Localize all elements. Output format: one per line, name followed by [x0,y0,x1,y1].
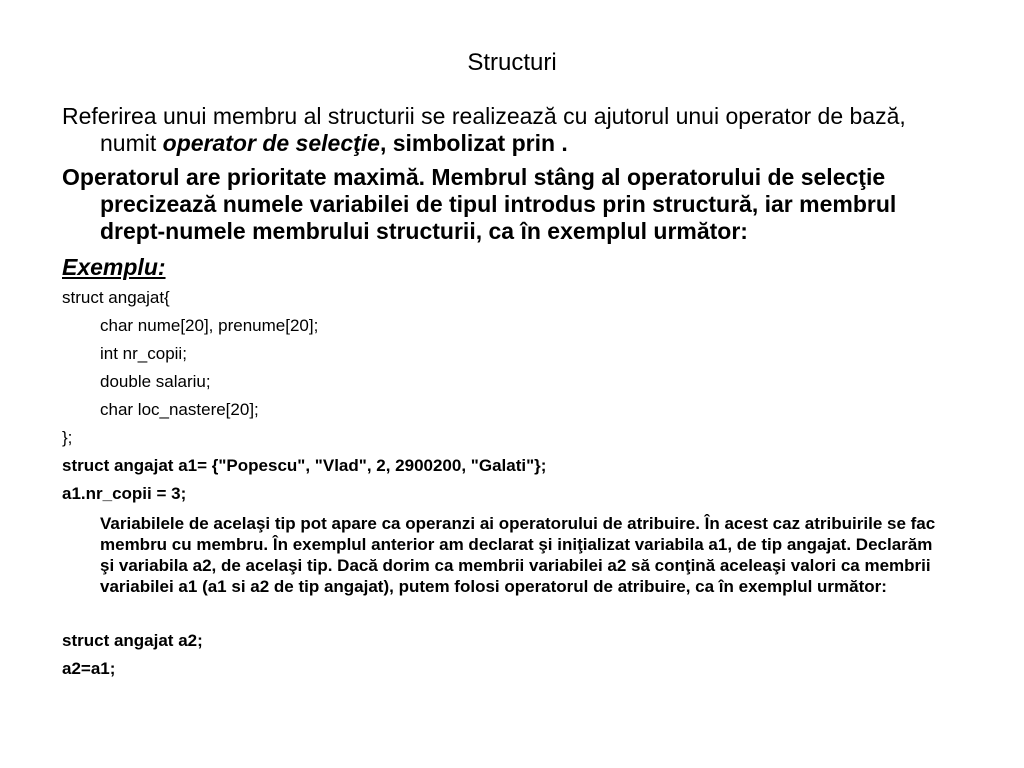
slide-title: Structuri [467,49,557,76]
note-assignment-explanation: Variabilele de acelaşi tip pot apare ca operanzi ai operatorului de atribuire. În acest caz atribuirile se fac membru cu membru. În exemplul anterior am declarat şi iniţializat variabila a1, de tip angajat. Declarăm şi variabila a2, de acelaşi tip. Dacă dorim ca membrii variabilei a2 să conţină aceleaşi valori ca membrii variabilei a1 (a1 si a2 de tip angajat), putem folosi operatorul de atribuire, ca în exemplul următor: [100,514,936,596]
paragraph-operator-priority: Operatorul are prioritate maximă. Membrul stâng al operatorului de selecţie precizează numele variabilei de tipul introdus prin structură, iar membrul drept-numele membrului structurii, ca în exemplul următor: [62,164,897,244]
code-line-member-birthplace: char loc_nastere[20]; [100,400,259,419]
code-line-a1-assign: a1.nr_copii = 3; [62,484,187,503]
spacer [62,597,962,627]
code-line-member-children: int nr_copii; [100,344,187,363]
code-line-member-salary: double salariu; [100,372,211,391]
selection-operator-term: operator de selecţie [162,130,380,156]
example-heading: Exemplu: [62,254,166,280]
selection-operator-symbol-text: , simbolizat prin . [379,130,568,156]
code-line-a1-init: struct angajat a1= {"Popescu", "Vlad", 2, 2900200, "Galati"}; [62,456,547,475]
slide-content [62,103,962,683]
code-line-struct-open: struct angajat{ [62,288,170,307]
paragraph-member-reference [62,103,962,157]
code-line-a2-assign: a2=a1; [62,659,116,678]
code-line-struct-close: }; [62,428,73,447]
code-line-member-names: char nume[20], prenume[20]; [100,316,319,335]
paragraph-member-reference-text: Referirea unui membru al structurii se realizează cu ajutorul unui operator de bază, numit [62,103,906,156]
code-line-a2-declare: struct angajat a2; [62,631,203,650]
